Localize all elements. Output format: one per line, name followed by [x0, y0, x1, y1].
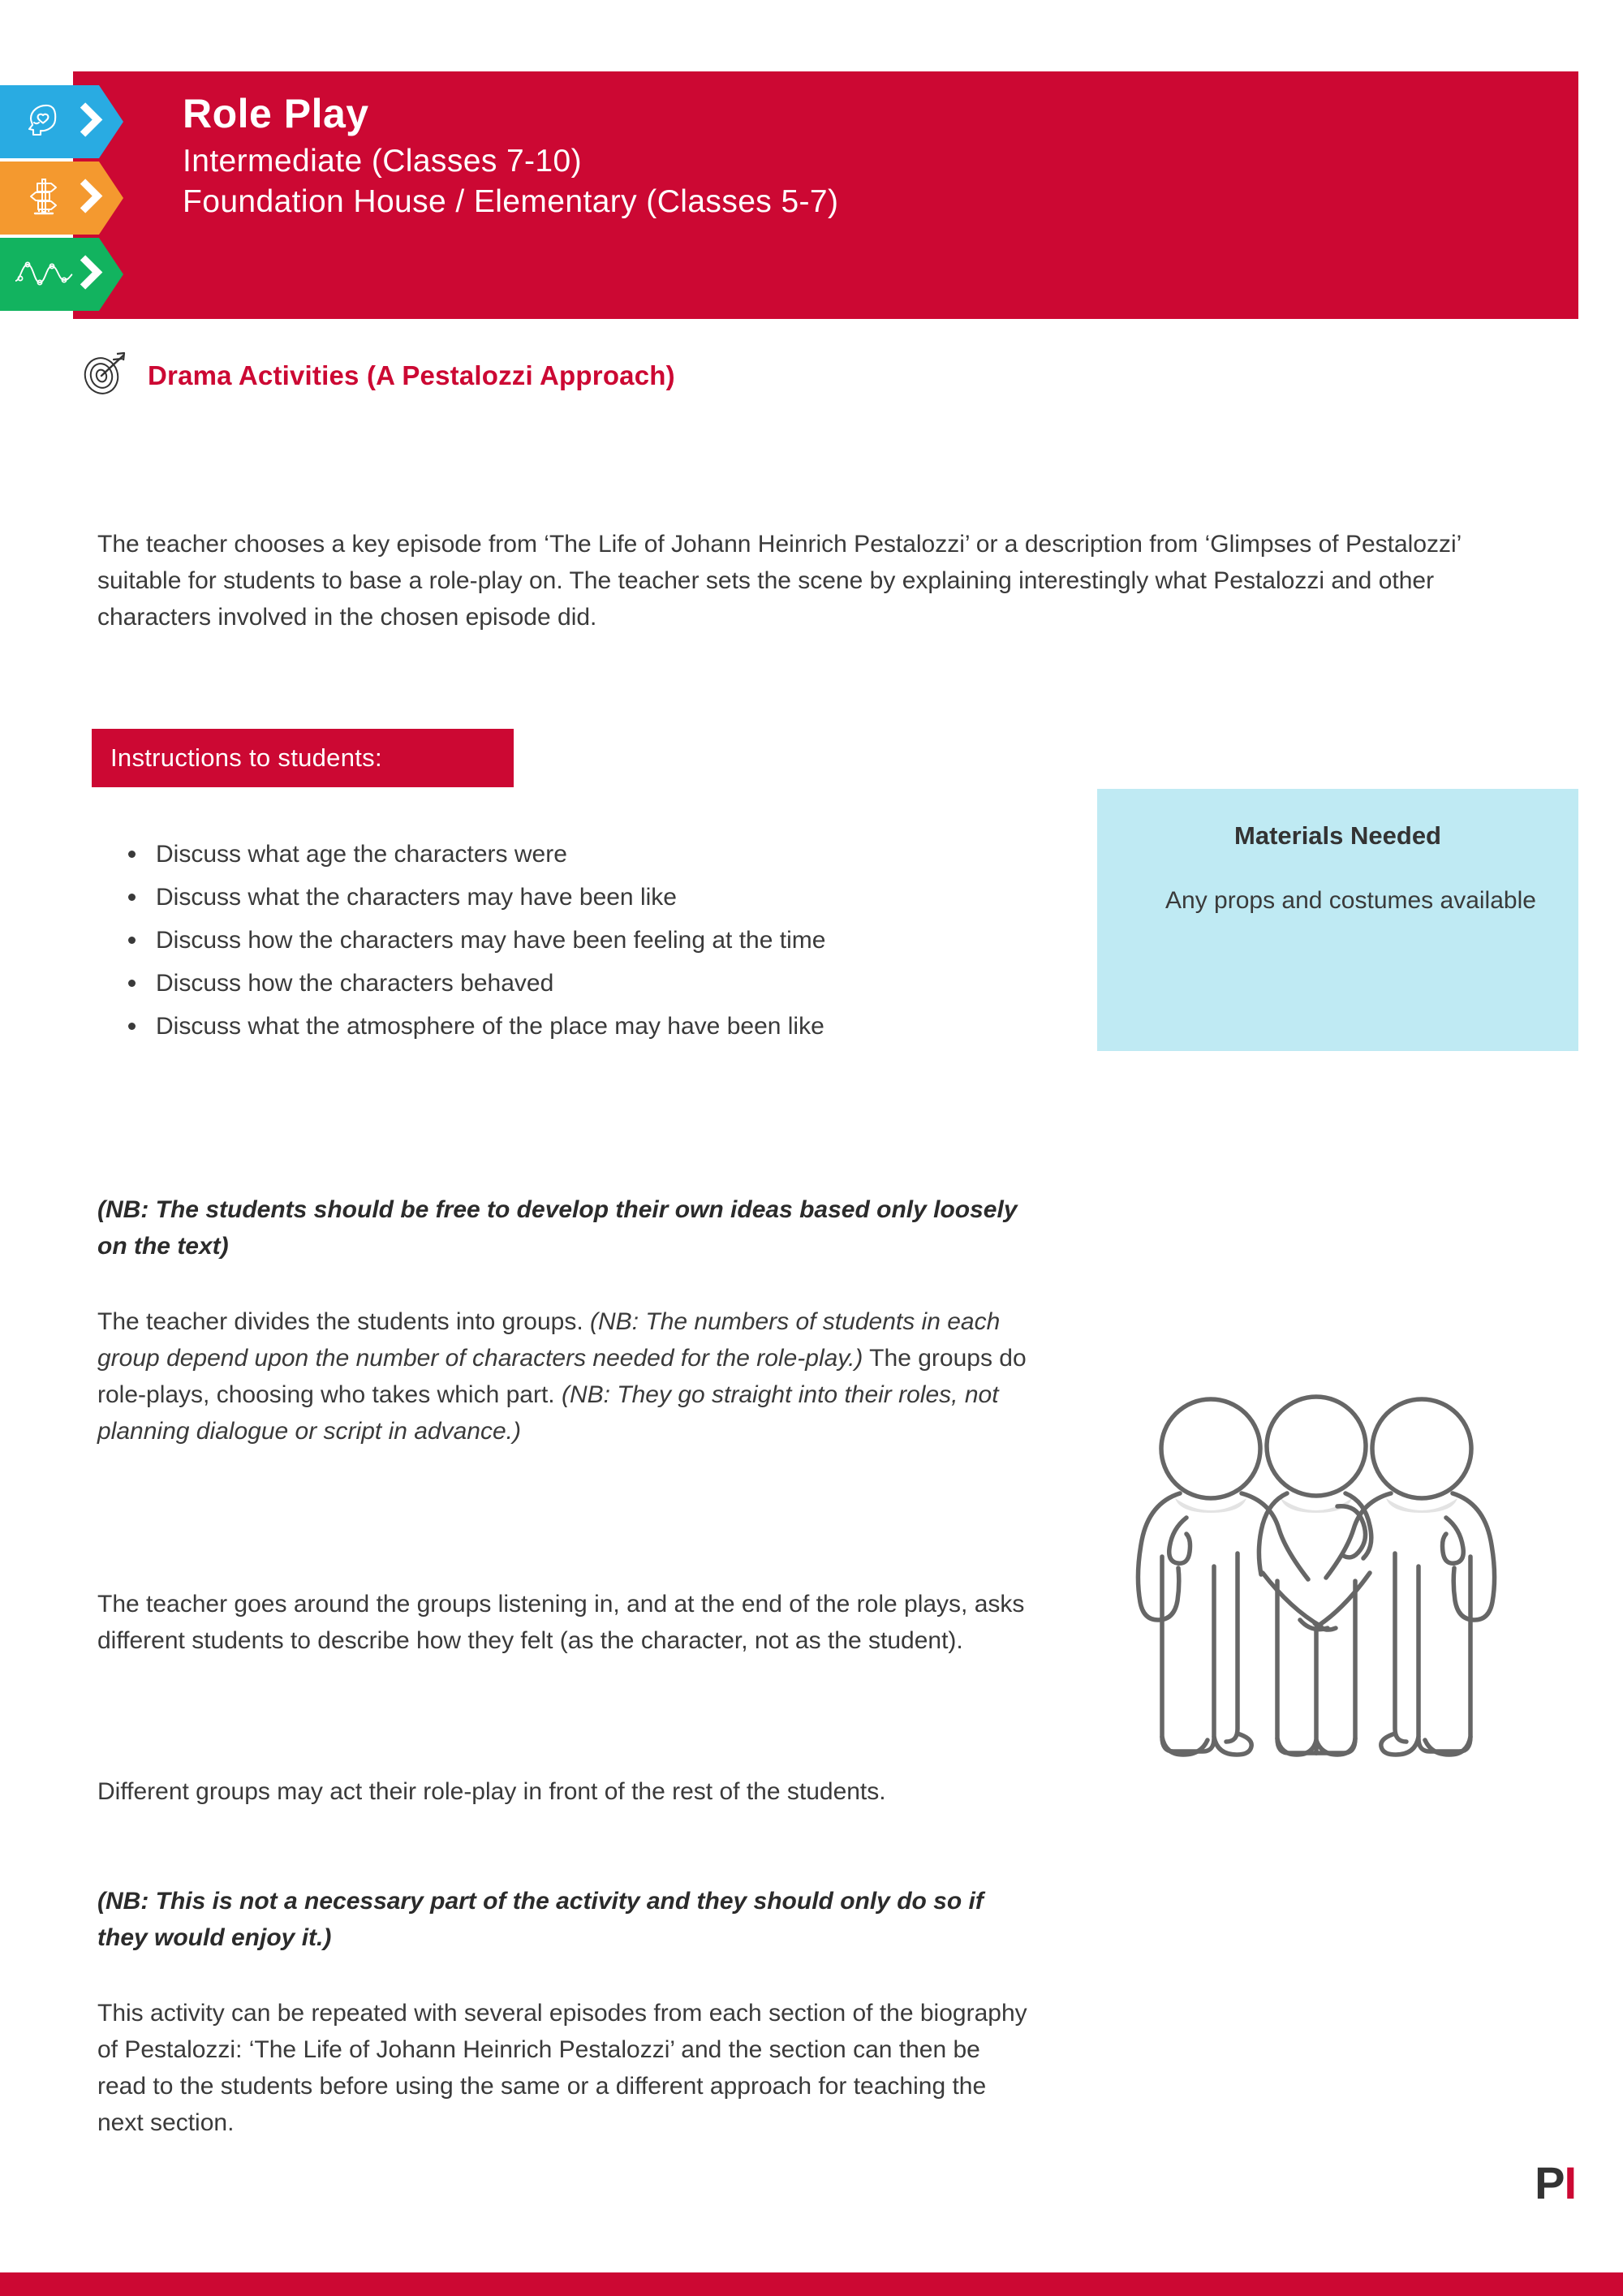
- header-text-block: [183, 91, 838, 222]
- intro-paragraph: The teacher chooses a key episode from ‘The Life of Johann Heinrich Pestalozzi’ or a description from ‘Glimpses of Pestalozzi’ suitable for students to base a role-play on. The teacher sets the scene by explaining interestingly what Pestalozzi and other characters involved in the chosen episode did.: [97, 531, 1462, 631]
- list-item: Discuss how the characters may have been feeling at the time: [156, 922, 1089, 958]
- wave-chart-icon: [14, 255, 74, 295]
- chevron-right-icon: [78, 252, 105, 297]
- badge-signpost: [0, 162, 99, 235]
- badge-head-heart: [0, 85, 99, 158]
- paragraph-repeat-activity: This activity can be repeated with several episodes from each section of the biography of Pestalozzi: ‘The Life of Johann Heinrich Pestalozzi’ and the section can then be read to the students before using the same or a different approach for teaching the next section.: [97, 2000, 1027, 2136]
- logo-letter-i: I: [1564, 2157, 1576, 2208]
- materials-needed-box: [1097, 789, 1578, 1051]
- instructions-list: [105, 836, 1089, 1051]
- para-divides-text-2: The groups do role-plays, choosing who takes which part.: [97, 1345, 1027, 1408]
- list-item: Discuss what the characters may have been like: [156, 879, 1089, 915]
- paragraph-different-groups: Different groups may act their role-play in front of the rest of the students.: [97, 1778, 886, 1805]
- target-arrow-icon: [81, 351, 130, 400]
- badge-stack: [0, 85, 123, 314]
- nb-note-not-necessary: (NB: This is not a necessary part of the activity and they should only do so if they would enjoy it.): [97, 1888, 984, 1951]
- chevron-right-icon: [78, 176, 105, 221]
- materials-needed-body: Any props and costumes available: [1165, 887, 1536, 914]
- head-heart-icon: [22, 98, 66, 146]
- header-subtitle-house: Foundation House / Elementary (Classes 5-7): [183, 183, 839, 219]
- list-item: Discuss what the atmosphere of the place may have been like: [156, 1008, 1089, 1045]
- header-subtitle-level: Intermediate (Classes 7-10): [183, 144, 582, 179]
- footer-bar: [0, 2272, 1623, 2296]
- logo-letter-p: P: [1535, 2157, 1565, 2208]
- brand-logo: [1535, 2157, 1576, 2208]
- para-divides-text-1: The teacher divides the students into groups.: [97, 1308, 591, 1335]
- para-divides-nb-2: (NB: They go straight into their roles, not planning dialogue or script in advance.): [97, 1381, 999, 1445]
- paragraph-teacher-goes-around: The teacher goes around the groups listening in, and at the end of the role plays, asks different students to describe how they felt (as the character, not as the student).: [97, 1591, 1025, 1654]
- three-people-holding-hands-illustration: [1112, 1380, 1518, 1802]
- para-divides-nb-1: (NB: The numbers of students in each group depend upon the number of characters needed for the role-play.): [97, 1308, 1001, 1372]
- instructions-banner: [92, 729, 514, 787]
- list-item: Discuss what age the characters were: [156, 836, 1089, 872]
- page-title: Role Play: [183, 91, 369, 136]
- instructions-banner-label: Instructions to students:: [110, 743, 382, 772]
- materials-needed-title: Materials Needed: [1234, 821, 1441, 850]
- nb-note-develop-own-ideas: (NB: The students should be free to develop their own ideas based only loosely on the text): [97, 1196, 1018, 1260]
- paragraph-divides-groups: [97, 1303, 1035, 1450]
- signpost-icon: [22, 174, 66, 222]
- section-heading-label: Drama Activities (A Pestalozzi Approach): [148, 360, 675, 390]
- section-heading: [81, 351, 675, 400]
- list-item: Discuss how the characters behaved: [156, 965, 1089, 1002]
- chevron-right-icon: [78, 100, 105, 144]
- badge-wave-chart: [0, 238, 99, 311]
- header-banner: [73, 71, 1578, 319]
